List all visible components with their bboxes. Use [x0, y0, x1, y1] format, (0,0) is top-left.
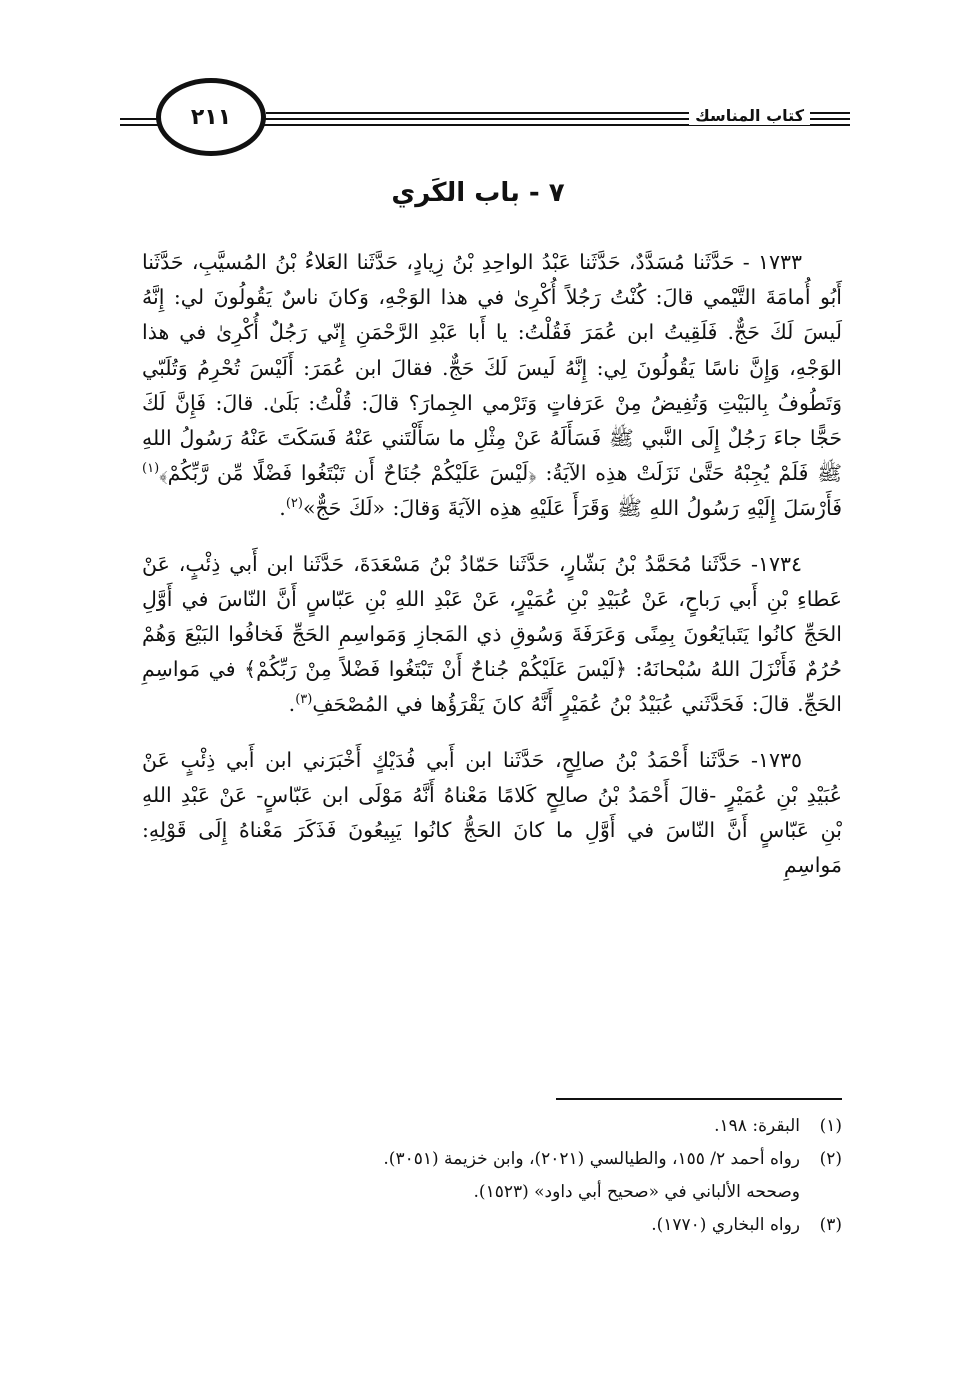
footnote-ref: (٢) — [285, 496, 303, 512]
footnote-text: البقرة: ١٩٨. — [714, 1116, 800, 1136]
hadith-text: ١٧٣٣ - حَدَّثَنا مُسَدَّدٌ، حَدَّثَنا عَبْدُ الواحِدِ بْنُ زِيادٍ، حَدَّثَنا العَلاءُ بْنُ المُسيَّبِ، حَدَّثَنا أَبُو أُمامَةَ التَّيْمي قالَ: كُنْتُ رَجُلاً أُكْرِىٰ في هذا الوَجْهِ، وَكانَ ناسٌ يَقُولُونَ لي: إِنَّهُ لَيسَ لَكَ حَجٌّ. فَلَقِيتُ ابن عُمَرَ فَقُلْتُ: يا أَبا عَبْدِ الرَّحْمَنِ إِنّي رَجُلٌ أُكْرِىٰ في هذا الوَجْهِ، وَإِنَّ ناسًا يَقُولُونَ لِي: إِنَّهُ لَيسَ لَكَ حَجٌّ. فقالَ ابن عُمَرَ: أَلَيْسَ تُحْرِمُ وَتُلَبّي وَتَطُوفُ بِالبَيْتِ وَتُفِيضُ مِنْ عَرَفاتٍ وَتَرْمي الجِمارَ؟ قالَ: قُلْتُ: بَلَىٰ. قالَ: فَإِنَّ لَكَ حَجًّا جاءَ رَجُلٌ إِلَى النَّبي ﷺ فَسَأَلَهُ عَنْ مِثْلِ ما سَأَلْتَني عَنْهُ فَسَكَتَ عَنْهُ رَسُولُ اللهِ ﷺ فَلَمْ يُجِبْهُ حَتَّىٰ نَزَلَتْ هذِه الآيَةُ: ﴿لَيْسَ عَلَيْكُمْ جُنَاحٌ أَن تَبْتَغُوا فَضْلًا مِّن رَّبِّكُمْ﴾ — [142, 250, 843, 486]
running-head-book-title: كتاب المناسك — [689, 106, 810, 125]
footnote-number: (١) — [819, 1116, 842, 1136]
footnote-text: رواه البخاري (١٧٧٠). — [651, 1215, 800, 1235]
footnote-number: (٣) — [819, 1215, 842, 1235]
footnote-number: (٢) — [819, 1149, 842, 1169]
page-number-badge — [156, 78, 266, 156]
footnote-1 — [142, 1110, 842, 1143]
chapter-title: ٧ - باب الكَري — [391, 178, 565, 208]
hadith-1733 — [142, 245, 842, 527]
main-text — [142, 245, 842, 903]
footnote-2 — [142, 1143, 842, 1176]
page-header — [120, 78, 850, 168]
footnote-ref: (٣) — [295, 692, 313, 708]
footnote-ref: (١) — [142, 461, 160, 477]
hadith-1735 — [142, 743, 842, 884]
hadith-text: ١٧٣٥- حَدَّثَنا أَحْمَدُ بْنُ صالِحٍ، حَدَّثَنا ابن أَبي فُدَيْكٍ أَخْبَرَني ابن أَبي ذِئْبٍ عَنْ عُبَيْدِ بْنِ عُمَيْرٍ -قالَ أَحْمَدُ بْنُ صالِحٍ كَلامًا مَعْناهُ أَنَّهُ مَوْلَى ابن عَبّاسٍ- عَنْ عَبْدِ اللهِ بْنِ عَبّاسٍ أَنَّ النّاسَ في أَوَّلِ ما كانَ الحَجُّ كانُوا يَبِيعُونَ فَذَكَرَ مَعْناهُ إِلَى قَوْلِهِ: مَواسِمِ — [142, 747, 842, 878]
page-number: ٢١١ — [190, 104, 232, 130]
punctuation: . — [279, 496, 286, 521]
footnote-2-continued: وصححه الألباني في «صحيح أبي داود» (١٥٢٣). — [473, 1182, 800, 1202]
footnote-separator — [556, 1098, 842, 1100]
footnote-text: رواه أحمد ٢/ ١٥٥، والطيالسي (٢٠٢١)، وابن خزيمة (٣٠٥١). — [383, 1149, 800, 1169]
hadith-1734 — [142, 547, 842, 723]
punctuation: . — [288, 692, 296, 717]
hadith-text: فَأَرْسَلَ إِلَيْهِ رَسُولُ اللهِ ﷺ وَقَرَأَ عَلَيْهِ هذِه الآيَةَ وَقالَ: «لَكَ حَجٌّ» — [302, 496, 842, 521]
hadith-text: ١٧٣٤- حَدَّثَنا مُحَمَّدُ بْنُ بَشّارٍ، حَدَّثَنا حَمّادُ بْنُ مَسْعَدَةَ، حَدَّثَنا ابن أَبي ذِئْبٍ، عَنْ عَطاءِ بْنِ أَبي رَباحٍ، عَنْ عُبَيْدِ بْنِ عُمَيْرٍ، عَنْ عَبْدِ اللهِ بْنِ عَبّاسٍ أَنَّ النّاسَ في أَوَّلِ الحَجِّ كانُوا يَتَبايَعُونَ بِمِنًى وَعَرَفَةَ وَسُوقِ ذي المَجازِ وَمَواسِمِ الحَجِّ فَخافُوا البَيْعَ وَهُمْ حُرُمٌ فَأَنْزَلَ اللهُ سُبْحانَهُ: ﴿لَيْسَ عَلَيْكُمْ جُناحٌ أَنْ تَبْتَغُوا فَضْلاً مِنْ رَبِّكُمْ﴾ في مَواسِمِ الحَجِّ. قالَ: فَحَدَّثَني عُبَيْدُ بْنُ عُمَيْرٍ أَنَّهُ كانَ يَقْرَؤُها في المُصْحَفِ — [142, 551, 842, 717]
footnote-3 — [142, 1209, 842, 1242]
footnotes — [142, 1110, 842, 1242]
